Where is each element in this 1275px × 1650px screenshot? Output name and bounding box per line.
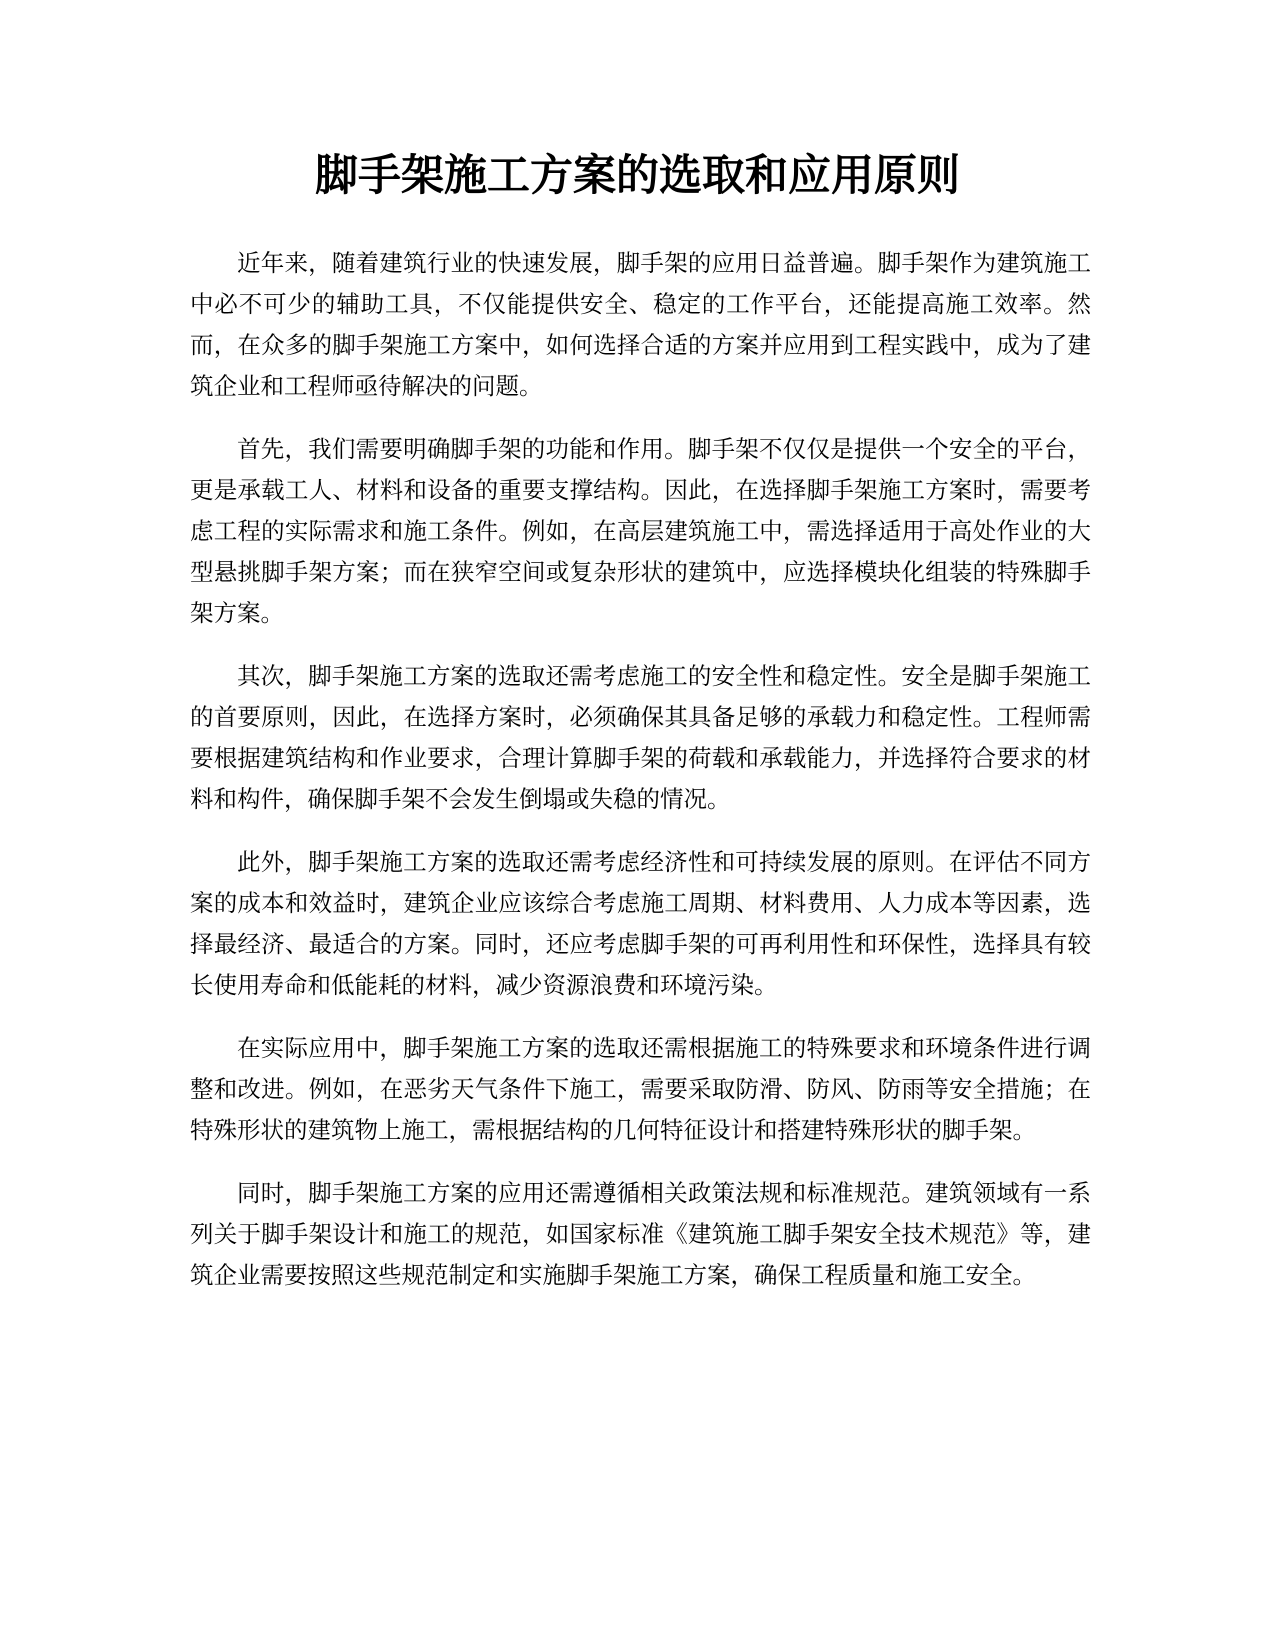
paragraph-adjustment: 在实际应用中，脚手架施工方案的选取还需根据施工的特殊要求和环境条件进行调整和改进。例如，在恶劣天气条件下施工，需要采取防滑、防风、防雨等安全措施；在特殊形状的建筑物上施工，需根据结构的几何特征设计和搭建特殊形状的脚手架。 — [190, 1034, 1091, 1144]
paragraph-intro: 近年来，随着建筑行业的快速发展，脚手架的应用日益普遍。脚手架作为建筑施工中必不可少的辅助工具，不仅能提供安全、稳定的工作平台，还能提高施工效率。然而，在众多的脚手架施工方案中，如何选择合适的方案并应用到工程实践中，成为了建筑企业和工程师亟待解决的问题。 — [190, 249, 1091, 400]
paragraph-regulations: 同时，脚手架施工方案的应用还需遵循相关政策法规和标准规范。建筑领域有一系列关于脚手架设计和施工的规范，如国家标准《建筑施工脚手架安全技术规范》等，建筑企业需要按照这些规范制定和实施脚手架施工方案，确保工程质量和施工安全。 — [190, 1179, 1091, 1289]
paragraph-safety: 其次，脚手架施工方案的选取还需考虑施工的安全性和稳定性。安全是脚手架施工的首要原则，因此，在选择方案时，必须确保其具备足够的承载力和稳定性。工程师需要根据建筑结构和作业要求，合理计算脚手架的荷载和承载能力，并选择符合要求的材料和构件，确保脚手架不会发生倒塌或失稳的情况。 — [190, 662, 1091, 813]
paragraph-function: 首先，我们需要明确脚手架的功能和作用。脚手架不仅仅是提供一个安全的平台，更是承载工人、材料和设备的重要支撑结构。因此，在选择脚手架施工方案时，需要考虑工程的实际需求和施工条件。例如，在高层建筑施工中，需选择适用于高处作业的大型悬挑脚手架方案；而在狭窄空间或复杂形状的建筑中，应选择模块化组装的特殊脚手架方案。 — [190, 435, 1091, 627]
document-title: 脚手架施工方案的选取和应用原则 — [315, 151, 960, 201]
paragraph-economy: 此外，脚手架施工方案的选取还需考虑经济性和可持续发展的原则。在评估不同方案的成本和效益时，建筑企业应该综合考虑施工周期、材料费用、人力成本等因素，选择最经济、最适合的方案。同时，还应考虑脚手架的可再利用性和环保性，选择具有较长使用寿命和低能耗的材料，减少资源浪费和环境污染。 — [190, 848, 1091, 999]
document-body — [190, 243, 1091, 1318]
